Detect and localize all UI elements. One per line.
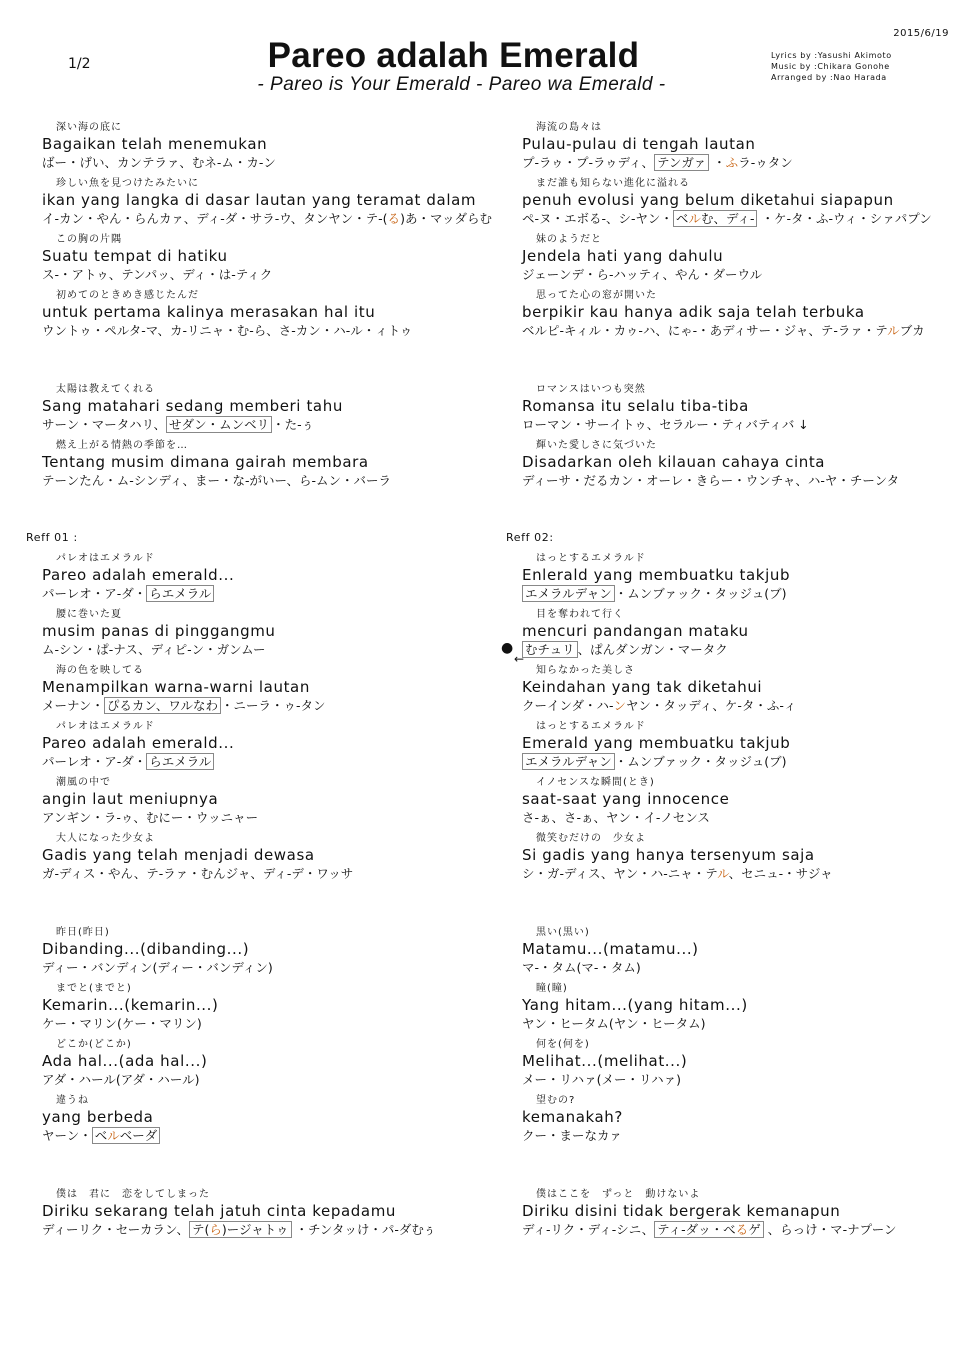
lyric-line: [522, 776, 959, 832]
pronunciation-segment: 、セニュ-・サジャ: [728, 866, 833, 881]
pronunciation-segment: クーインダ・ハ-: [522, 698, 614, 713]
lyric-line: [42, 720, 497, 776]
japanese-lyric: 燃え上がる情熱の季節を…: [56, 440, 188, 451]
japanese-lyric: 望むの?: [536, 1095, 576, 1106]
katakana-pronunciation: [42, 586, 214, 602]
boxed-phrase: [654, 1221, 764, 1238]
katakana-pronunciation: [42, 960, 273, 976]
katakana-pronunciation: [42, 155, 276, 171]
katakana-pronunciation: [42, 1072, 200, 1088]
pronunciation-segment: イ-カン・やん・らんカァ、ディ-ダ・サラ-ウ、タンヤン・テ-(: [42, 211, 388, 226]
lyric-line: [522, 664, 959, 720]
lyric-line: [522, 1094, 959, 1150]
katakana-pronunciation: [522, 417, 809, 433]
lyric-line: [522, 832, 959, 888]
katakana-pronunciation: [522, 810, 710, 826]
lyric-line: [42, 1038, 497, 1094]
pronunciation-segment: ベーダ: [119, 1128, 158, 1143]
pronunciation-segment: ゲ: [748, 1222, 761, 1237]
indonesian-lyric: Keindahan yang tak diketahui: [522, 678, 763, 696]
indonesian-lyric: Ada hal...(ada hal...): [42, 1052, 208, 1070]
pronunciation-segment: ・ケ-タ・ふ-ウィ・シァパプン: [757, 211, 932, 226]
lyric-line: [42, 832, 497, 888]
katakana-pronunciation: [522, 642, 728, 658]
pronunciation-segment: パーレオ・ア-ダ・: [42, 754, 147, 769]
katakana-pronunciation: [522, 267, 762, 283]
lyric-line: [522, 1188, 959, 1244]
reff2-label: Reff 02:: [506, 531, 554, 544]
katakana-pronunciation: [522, 155, 793, 171]
lyric-line: [42, 664, 497, 720]
end-right: [522, 1188, 959, 1244]
indonesian-lyric: Yang hitam...(yang hitam...): [522, 996, 748, 1014]
japanese-lyric: 何を(何を): [536, 1039, 590, 1050]
katakana-pronunciation: [522, 1128, 622, 1144]
pronunciation-segment: エメラルデャン: [522, 585, 615, 602]
pronunciation-segment: ベ: [675, 211, 689, 226]
lyric-line: [42, 177, 497, 233]
boxed-phrase: [673, 210, 758, 227]
katakana-pronunciation: [42, 698, 326, 714]
katakana-pronunciation: [42, 323, 412, 339]
indonesian-lyric: Menampilkan warna-warni lautan: [42, 678, 310, 696]
pronunciation-segment: アダ・ハール(アダ・ハール): [42, 1072, 200, 1087]
pronunciation-segment: ヤン・タッディ、ケ-タ・ふ-ィ: [626, 698, 797, 713]
pronunciation-segment: ガァ: [681, 155, 707, 170]
page-number: 1/2: [68, 56, 91, 72]
lyric-line: [522, 552, 959, 608]
katakana-pronunciation: [522, 323, 925, 339]
pronunciation-segment: ラ-ゥタン: [738, 155, 793, 170]
katakana-pronunciation: [522, 1072, 681, 1088]
indonesian-lyric: Disadarkan oleh kilauan cahaya cinta: [522, 453, 826, 471]
indonesian-lyric: Diriku sekarang telah jatuh cinta kepadamu: [42, 1202, 397, 1220]
japanese-lyric: 知らなかった美しさ: [536, 665, 635, 676]
indonesian-lyric: untuk pertama kalinya merasakan hal itu: [42, 303, 376, 321]
pronunciation-segment: 、ぱんダンガン・マータク: [577, 642, 728, 657]
lyric-line: [522, 439, 959, 495]
indonesian-lyric: Sang matahari sedang memberi tahu: [42, 397, 343, 415]
pronunciation-segment: ディ-リク・ディ-シニ、: [522, 1222, 655, 1237]
indonesian-lyric: Dibanding...(dibanding...): [42, 940, 250, 958]
pronunciation-segment: ウントゥ・ペルタ-マ、カ-リニャ・む-ら、さ-カン・ハ-ル・ィトゥ: [42, 323, 413, 338]
japanese-lyric: 瞳(瞳): [536, 983, 568, 994]
pronunciation-segment: ローマン・サーイトゥ、セラルー・ティバティバ ↓: [522, 417, 809, 432]
japanese-lyric: パレオはエメラルド: [56, 553, 155, 564]
pronunciation-segment: ベルピ-キィル・カゥ-ハ、にゃ-・あディサー・ジャ、テ-ラァ・テ: [522, 323, 888, 338]
katakana-pronunciation: [522, 960, 641, 976]
pronunciation-segment: ・ムンブァック・タッジュ(ブ): [614, 754, 787, 769]
japanese-lyric: はっとするエメラルド: [536, 721, 646, 732]
highlighted-syllable: る: [387, 211, 401, 226]
pronunciation-segment: シ・ガ-ディス、ヤン・ハ-ニャ・テ: [522, 866, 718, 881]
indonesian-lyric: Gadis yang telah menjadi dewasa: [42, 846, 315, 864]
credit-lyrics: Lyrics by :Yasushi Akimoto: [771, 51, 892, 60]
japanese-lyric: まだ誰も知らない進化に溢れる: [536, 178, 690, 189]
indonesian-lyric: kemanakah?: [522, 1108, 623, 1126]
verse2-left: [42, 383, 497, 495]
japanese-lyric: 海の色を映してる: [56, 665, 144, 676]
lyric-line: [522, 233, 959, 289]
pronunciation-segment: ぴるカン、ワルなわ: [104, 697, 221, 714]
katakana-pronunciation: [42, 473, 391, 489]
japanese-lyric: 深い海の底に: [56, 122, 122, 133]
lyric-line: [42, 439, 497, 495]
lyric-line: [42, 776, 497, 832]
highlighted-syllable: ル: [688, 211, 701, 226]
lyric-line: [42, 1188, 497, 1244]
japanese-lyric: 昨日(昨日): [56, 927, 110, 938]
katakana-pronunciation: [522, 1222, 897, 1238]
japanese-lyric: 腰に巻いた夏: [56, 609, 122, 620]
credit-arranger: Arranged by :Nao Harada: [771, 73, 887, 82]
highlighted-syllable: ル: [887, 323, 900, 338]
japanese-lyric: 僕はここを ずっと 動けないよ: [536, 1189, 701, 1200]
pronunciation-segment: らエメラル: [146, 753, 214, 770]
highlighted-syllable: ル: [107, 1128, 120, 1143]
katakana-pronunciation: [522, 586, 787, 602]
lyric-line: [42, 121, 497, 177]
credit-music: Music by :Chikara Gonohe: [771, 62, 890, 71]
katakana-pronunciation: [42, 866, 353, 882]
pronunciation-segment: ディー・バンディン(ディー・バンディン): [42, 960, 273, 975]
indonesian-lyric: angin laut meniupnya: [42, 790, 219, 808]
japanese-lyric: 微笑むだけの 少女よ: [536, 833, 646, 844]
katakana-pronunciation: [522, 698, 796, 714]
song-title: Pareo adalah Emerald: [267, 36, 640, 75]
indonesian-lyric: Romansa itu selalu tiba-tiba: [522, 397, 749, 415]
reff2: [522, 552, 959, 888]
pronunciation-segment: さ-ぁ、さ-ぁ、ヤン・イ-ノセンス: [522, 810, 710, 825]
japanese-lyric: パレオはエメラルド: [56, 721, 155, 732]
indonesian-lyric: Emerald yang membuatku takjub: [522, 734, 791, 752]
pronunciation-segment: メーナン・: [42, 698, 104, 713]
pronunciation-segment: せダン・ムンベリ: [166, 416, 272, 433]
katakana-pronunciation: [522, 211, 932, 227]
japanese-lyric: 目を奪われて行く: [536, 609, 624, 620]
highlighted-syllable: ル: [717, 866, 729, 881]
verse2-right: [522, 383, 959, 495]
katakana-pronunciation: [42, 267, 272, 283]
katakana-pronunciation: [522, 473, 899, 489]
pronunciation-segment: ヤーン・: [42, 1128, 92, 1143]
lyric-line: [522, 926, 959, 982]
indonesian-lyric: Pulau-pulau di tengah lautan: [522, 135, 756, 153]
pronunciation-segment: ヤン・ヒータム(ヤン・ヒータム): [522, 1016, 706, 1031]
lyric-line: [522, 177, 959, 233]
japanese-lyric: 妹のようだと: [536, 234, 602, 245]
pronunciation-segment: むチュリ: [522, 641, 578, 658]
pronunciation-segment: ・ムンブァック・タッジュ(ブ): [614, 586, 787, 601]
pronunciation-segment: ・た-ぅ: [272, 417, 315, 432]
pronunciation-segment: ・ニーラ・ゥ-タン: [221, 698, 326, 713]
indonesian-lyric: Suatu tempat di hatiku: [42, 247, 228, 265]
lyric-line: [42, 383, 497, 439]
japanese-lyric: この胸の片隅: [56, 234, 122, 245]
indonesian-lyric: Melihat...(melihat...): [522, 1052, 688, 1070]
katakana-pronunciation: [522, 754, 787, 770]
japanese-lyric: ロマンスはいつも突然: [536, 384, 646, 395]
highlighted-syllable: ン: [613, 698, 627, 713]
japanese-lyric: 輝いた愛しさに気づいた: [536, 440, 657, 451]
lyric-line: [522, 982, 959, 1038]
indonesian-lyric: Bagaikan telah menemukan: [42, 135, 268, 153]
pronunciation-segment: らエメラル: [146, 585, 214, 602]
indonesian-lyric: Tentang musim dimana gairah membara: [42, 453, 369, 471]
katakana-pronunciation: [522, 1016, 706, 1032]
indonesian-lyric: Kemarin...(kemarin...): [42, 996, 219, 1014]
pronunciation-segment: ブカ: [899, 323, 925, 338]
indonesian-lyric: saat-saat yang innocence: [522, 790, 730, 808]
pronunciation-segment: ・チンタッけ・パ-ダむぅ: [291, 1222, 436, 1237]
indonesian-lyric: Pareo adalah emerald...: [42, 566, 235, 584]
lyric-line: [42, 926, 497, 982]
indonesian-lyric: musim panas di pinggangmu: [42, 622, 276, 640]
pronunciation-segment: ティ-ダッ・べ: [657, 1222, 736, 1237]
japanese-lyric: 太陽は教えてくれる: [56, 384, 155, 395]
pronunciation-segment: ガ-ディス・やん、テ-ラァ・むんジャ、ディ-デ・ワッサ: [42, 866, 354, 881]
indonesian-lyric: penuh evolusi yang belum diketahui siapapun: [522, 191, 894, 209]
date: 2015/6/19: [893, 28, 949, 39]
japanese-lyric: 違うね: [56, 1095, 89, 1106]
boxed-phrase: [92, 1127, 161, 1144]
lyric-line: [522, 608, 959, 664]
lyric-line: [522, 383, 959, 439]
pronunciation-segment: メー・リハァ(メー・リハァ): [522, 1072, 682, 1087]
lyric-line: [522, 720, 959, 776]
lyric-line: [522, 289, 959, 345]
verse1-right: [522, 121, 959, 345]
pronunciation-segment: む、ディ-: [700, 211, 755, 226]
pronunciation-segment: )ージャトゥ: [221, 1222, 289, 1237]
pronunciation-segment: エメラルデャン: [522, 753, 615, 770]
pronunciation-segment: アンギン・ラ-ゥ、むにー・ウッニャー: [42, 810, 259, 825]
bullet-marker: ●: [501, 640, 514, 656]
pronunciation-segment: ジェーンデ・ら-ハッティ、やん・ダーウル: [522, 267, 763, 282]
japanese-lyric: 珍しい魚を見つけたみたいに: [56, 178, 199, 189]
japanese-lyric: までと(までと): [56, 983, 132, 994]
lyric-line: [522, 1038, 959, 1094]
pronunciation-segment: ディーサ・だるカン・オーレ・きらー・ウンチャ、ハ-ヤ・チーンタ: [522, 473, 900, 488]
pronunciation-segment: ディーリク・セーカラン、: [42, 1222, 190, 1237]
japanese-lyric: イノセンスな瞬間(とき): [536, 777, 655, 788]
end-left: [42, 1188, 497, 1244]
katakana-pronunciation: [42, 1128, 160, 1144]
japanese-lyric: はっとするエメラルド: [536, 553, 646, 564]
pronunciation-segment: ス-・アトゥ、テンパッ、ディ・は-ティク: [42, 267, 273, 282]
japanese-lyric: 大人になった少女よ: [56, 833, 155, 844]
indonesian-lyric: Diriku disini tidak bergerak kemanapun: [522, 1202, 841, 1220]
pronunciation-segment: サーン・マータハリ、: [42, 417, 167, 432]
japanese-lyric: 潮風の中で: [56, 777, 111, 788]
pronunciation-segment: ばー・げい、カンテラァ、むネ-ム・カ-ン: [42, 155, 276, 170]
lyric-line: [42, 1094, 497, 1150]
pronunciation-segment: テン: [657, 155, 682, 170]
left-arrow: ←: [514, 652, 525, 666]
pronunciation-segment: クー・まーなカァ: [522, 1128, 622, 1143]
pronunciation-segment: 、らっけ・マ-ナプーン: [763, 1222, 897, 1237]
verse1-left: [42, 121, 497, 345]
japanese-lyric: 僕は 君に 恋をしてしまった: [56, 1189, 210, 1200]
bridge-left: [42, 926, 497, 1150]
lyric-line: [42, 608, 497, 664]
lyric-line: [42, 982, 497, 1038]
lyric-line: [42, 289, 497, 345]
pronunciation-segment: マ-・タム(マ-・タム): [522, 960, 641, 975]
japanese-lyric: 初めてのときめき感じたんだ: [56, 290, 199, 301]
katakana-pronunciation: [522, 866, 833, 882]
lyric-line: [42, 233, 497, 289]
katakana-pronunciation: [42, 417, 314, 433]
reff1-label: Reff 01 :: [26, 531, 78, 544]
katakana-pronunciation: [42, 1016, 202, 1032]
katakana-pronunciation: [42, 810, 258, 826]
lyric-line: [42, 552, 497, 608]
highlighted-syllable: ら: [209, 1222, 222, 1237]
indonesian-lyric: ikan yang langka di dasar lautan yang teramat dalam: [42, 191, 477, 209]
boxed-phrase: [654, 154, 709, 171]
song-subtitle: - Pareo is Your Emerald - Pareo wa Emerald -: [257, 74, 666, 95]
reff1: [42, 552, 497, 888]
highlighted-syllable: る: [735, 1222, 749, 1237]
indonesian-lyric: yang berbeda: [42, 1108, 154, 1126]
japanese-lyric: どこか(どこか): [56, 1039, 132, 1050]
katakana-pronunciation: [42, 211, 492, 227]
lyric-line: [522, 121, 959, 177]
pronunciation-segment: ベ: [94, 1128, 108, 1143]
pronunciation-segment: パーレオ・ア-ダ・: [42, 586, 147, 601]
japanese-lyric: 海流の島々は: [536, 122, 602, 133]
pronunciation-segment: テ(: [192, 1222, 210, 1237]
japanese-lyric: 黒い(黒い): [536, 927, 590, 938]
pronunciation-segment: プ-ラゥ・プ-ラゥディ、: [522, 155, 655, 170]
indonesian-lyric: Pareo adalah emerald...: [42, 734, 235, 752]
pronunciation-segment: )あ・マッダらむ: [400, 211, 492, 226]
bridge-right: [522, 926, 959, 1150]
pronunciation-segment: ケー・マリン(ケー・マリン): [42, 1016, 202, 1031]
indonesian-lyric: Matamu...(matamu...): [522, 940, 699, 958]
pronunciation-segment: ム-シン・ぱ-ナス、ディピ-ン・ガンムー: [42, 642, 266, 657]
pronunciation-segment: ・: [709, 155, 726, 170]
credits: [771, 50, 892, 83]
katakana-pronunciation: [42, 642, 265, 658]
pronunciation-segment: ペ-ヌ・エボる-、シ-ヤン・: [522, 211, 673, 226]
pronunciation-segment: テーンたん・ム-シンディ、まー・な-がいー、ら-ムン・バーラ: [42, 473, 391, 488]
highlighted-syllable: ふ: [725, 155, 739, 170]
indonesian-lyric: berpikir kau hanya adik saja telah terbuka: [522, 303, 865, 321]
indonesian-lyric: Enlerald yang membuatku takjub: [522, 566, 791, 584]
indonesian-lyric: Si gadis yang hanya tersenyum saja: [522, 846, 815, 864]
japanese-lyric: 思ってた心の窓が開いた: [536, 290, 657, 301]
katakana-pronunciation: [42, 1222, 436, 1238]
katakana-pronunciation: [42, 754, 214, 770]
indonesian-lyric: mencuri pandangan mataku: [522, 622, 749, 640]
indonesian-lyric: Jendela hati yang dahulu: [522, 247, 724, 265]
boxed-phrase: [189, 1221, 291, 1238]
